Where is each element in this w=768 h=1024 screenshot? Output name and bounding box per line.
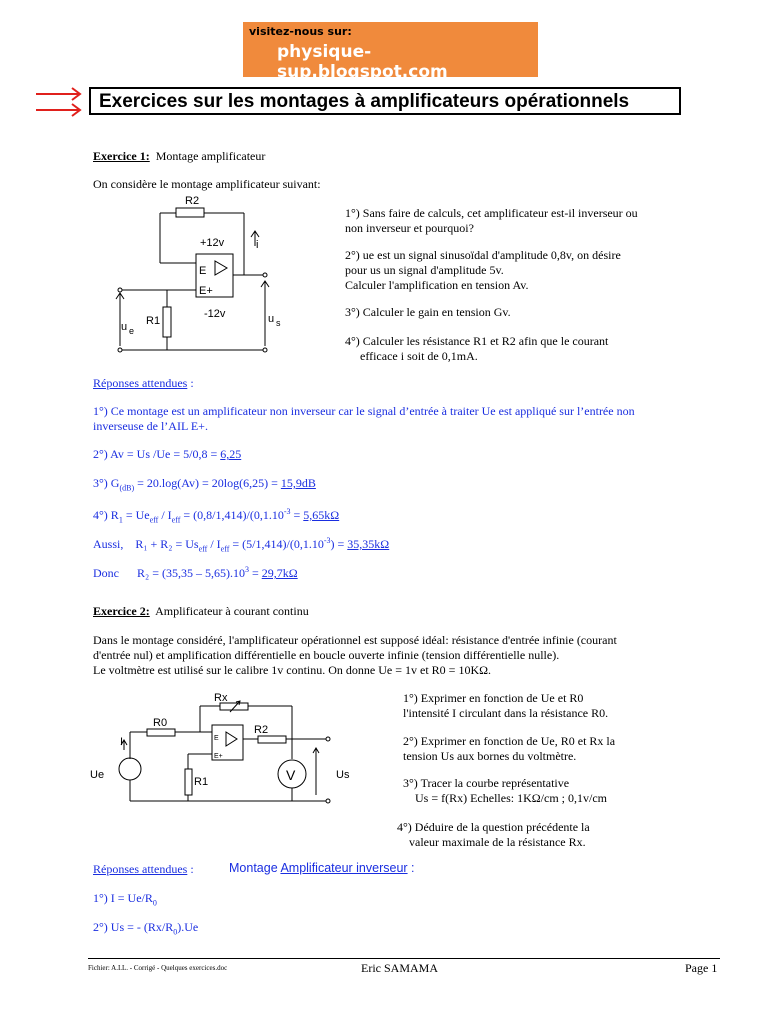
banner-caption: visitez-nous sur: (249, 25, 352, 38)
answer-1-4-end: = (290, 508, 304, 522)
footer-filename: Fichier: A.I.L. - Corrigé - Quelques exercices.doc (88, 964, 228, 972)
footer-page-number: Page 1 (685, 961, 718, 975)
footer-author: Eric SAMAMA (361, 961, 438, 975)
eminus-2-label: E (214, 735, 219, 742)
banner-url[interactable]: physique-sup.blogspot.com (277, 42, 448, 82)
answer-1-aussi (93, 533, 389, 556)
answers-2-colon: : (187, 862, 194, 876)
plus12-label: +12v (200, 237, 225, 249)
ex1-question-4 (345, 334, 608, 364)
ex1-q1-line2: non inverseur et pourquoi? (345, 221, 474, 235)
rx-label: Rx (214, 692, 228, 704)
answers-1-colon: : (187, 376, 194, 390)
aussi-label: Aussi, (93, 537, 124, 551)
minus12-label: -12v (204, 308, 226, 320)
ex2-intro-line3: Le voltmètre est utilisé sur le calibre 1v continu. On donne Ue = 1v et R0 = 10KΩ. (93, 663, 492, 677)
answer-1-1 (93, 404, 635, 434)
answer-1-1-line1: 1°) Ce montage est un amplificateur non inverseur car le signal d’entrée à traiter Ue est appliqué sur l’entrée non (93, 404, 635, 418)
circuit-diagram-1 (105, 196, 290, 361)
answers-1-heading (93, 376, 194, 391)
double-arrow-icon (34, 86, 86, 118)
us-subscript: s (276, 318, 281, 328)
exercise-1-label: Exercice 1: (93, 149, 150, 163)
ex2-intro-line1: Dans le montage considéré, l'amplificateur opérationnel est supposé idéal: résistance d'entrée infinie (courant (93, 633, 617, 647)
answer-2-1-sub: 0 (152, 898, 157, 908)
ue-label: u (121, 321, 128, 333)
answer-1-3 (93, 476, 316, 495)
answer-1-3-text: = 20.log(Av) = 20log(6,25) = (134, 476, 281, 490)
answers-2-heading (93, 862, 194, 877)
exercise-1-intro: On considère le montage amplificateur suivant: (93, 177, 321, 191)
exercise-1-heading (93, 149, 265, 164)
donc-sup: 3 (244, 565, 249, 574)
aussi-eq: R₁ + R₂ = Us (135, 537, 199, 551)
exercise-2-intro (93, 633, 617, 678)
answer-2-1-text: 1°) I = Ue/R (93, 891, 153, 905)
answer-1-1-line2: inverseuse de l’AIL E+. (93, 419, 208, 433)
montage-label: Montage (229, 861, 281, 875)
exercise-2-subtitle: Amplificateur à courant continu (155, 604, 309, 618)
r0-label: R0 (153, 717, 168, 729)
page-title-box (89, 87, 681, 115)
answer-1-4-sub2: eff (149, 515, 159, 525)
ex2-q3-line2: Us = f(Rx) Echelles: 1KΩ/cm ; 0,1v/cm (415, 791, 607, 805)
montage-end: : (407, 861, 415, 875)
ex1-q2-line3: Calculer l'amplification en tension Av. (345, 278, 529, 292)
answer-2-2 (93, 920, 198, 939)
ex1-question-3: 3°) Calculer le gain en tension Gv. (345, 305, 511, 319)
r2-2-label: R2 (254, 724, 269, 736)
ex2-question-3 (403, 776, 607, 806)
answer-1-4-mid3: = (0,8/1,414)/(0,1.10 (180, 508, 284, 522)
aussi-sub2: eff (220, 544, 230, 554)
us-label: u (268, 313, 275, 325)
ex2-q3-line1: 3°) Tracer la courbe représentative (403, 776, 570, 790)
answer-1-2 (93, 447, 241, 462)
answer-1-4 (93, 504, 339, 527)
page-title: Exercices sur les montages à amplificateurs opérationnels (99, 91, 630, 112)
donc-eq: R₂ = (35,35 – 5,65).10 (137, 566, 245, 580)
answer-1-donc (93, 562, 298, 581)
ex2-question-4 (397, 820, 590, 850)
donc-label: Donc (93, 566, 119, 580)
donc-value: 29,7kΩ (261, 566, 298, 580)
answer-2-2-end: ).Ue (177, 920, 199, 934)
answer-1-4-sup: -3 (283, 507, 291, 516)
r1-label: R1 (146, 315, 161, 327)
ex1-q4-line2: efficace i soit de 0,1mA. (360, 349, 478, 363)
answers-1-label: Réponses attendues (93, 376, 188, 390)
ex2-q4-line2: valeur maximale de la résistance Rx. (409, 835, 586, 849)
ex1-q2-line2: pour us un signal d'amplitude 5v. (345, 263, 504, 277)
answer-1-3-sub: (dB) (119, 483, 135, 493)
ex2-question-2 (403, 734, 615, 764)
answer-1-2-value: 6,25 (220, 447, 242, 461)
ex2-intro-line2: d'entrée nul) et amplification différentielle en boucle ouverte infinie (tension différentielle nulle). (93, 648, 560, 662)
answer-1-3-prefix: 3°) G (93, 476, 120, 490)
r1-2-label: R1 (194, 776, 209, 788)
ex2-q1-line1: 1°) Exprimer en fonction de Ue et R0 (403, 691, 584, 705)
answer-1-4-mid: = Ue (122, 508, 150, 522)
footer-divider (88, 958, 720, 959)
aussi-sup: -3 (323, 536, 331, 545)
ue-2-label: Ue (90, 769, 105, 781)
aussi-end: ) = (330, 537, 348, 551)
answers-2-label: Réponses attendues (93, 862, 188, 876)
ex1-q2-line1: 2°) ue est un signal sinusoïdal d'amplitude 0,8v, on désire (345, 248, 621, 262)
ue-subscript: e (129, 326, 135, 336)
ex2-q2-line2: tension Us aux bornes du voltmètre. (403, 749, 577, 763)
montage-type (229, 861, 415, 876)
ex2-q1-line2: l'intensité I circulant dans la résistance R0. (403, 706, 609, 720)
exercise-1-subtitle: Montage amplificateur (155, 149, 266, 163)
ex2-q2-line1: 2°) Exprimer en fonction de Ue, R0 et Rx la (403, 734, 616, 748)
aussi-value: 35,35kΩ (347, 537, 390, 551)
exercise-2-label: Exercice 2: (93, 604, 150, 618)
ex1-q4-line1: 4°) Calculer les résistance R1 et R2 afin que le courant (345, 334, 609, 348)
ex1-q1-line1: 1°) Sans faire de calculs, cet amplificateur est-il inverseur ou (345, 206, 638, 220)
eplus-label: E+ (199, 285, 213, 297)
current-I-label: I (120, 736, 124, 748)
answer-1-4-sub3: eff (171, 515, 181, 525)
answer-1-4-sub1: 1 (118, 515, 123, 525)
eplus-2-label: E+ (214, 753, 223, 760)
circuit-diagram-2 (90, 690, 360, 815)
current-i-label: i (256, 239, 259, 251)
ex1-question-2 (345, 248, 621, 293)
answer-1-4-prefix: 4°) R (93, 508, 119, 522)
ex1-question-1 (345, 206, 638, 236)
r2-label: R2 (185, 195, 200, 207)
ex2-question-1 (403, 691, 608, 721)
answer-1-3-value: 15,9dB (280, 476, 316, 490)
aussi-sub1: eff (198, 544, 208, 554)
voltmeter-label: V (286, 767, 296, 783)
aussi-mid2: = (5/1,414)/(0,1.10 (229, 537, 324, 551)
exercise-2-heading (93, 604, 309, 619)
site-banner[interactable] (243, 22, 538, 82)
answer-2-1 (93, 891, 157, 910)
answer-2-2-sub: 0 (173, 927, 178, 937)
answer-1-2-text: 2°) Av = Us /Ue = 5/0,8 = (93, 447, 221, 461)
answer-1-4-mid2: / I (158, 508, 172, 522)
answer-2-2-text: 2°) Us = - (Rx/R (93, 920, 174, 934)
ex2-q4-line1: 4°) Déduire de la question précédente la (397, 820, 590, 834)
us-2-label: Us (336, 769, 350, 781)
aussi-mid: / I (207, 537, 221, 551)
answer-1-4-value: 5,65kΩ (303, 508, 340, 522)
montage-type-value: Amplificateur inverseur (280, 861, 408, 875)
eminus-label: E (199, 265, 207, 277)
donc-end: = (248, 566, 262, 580)
